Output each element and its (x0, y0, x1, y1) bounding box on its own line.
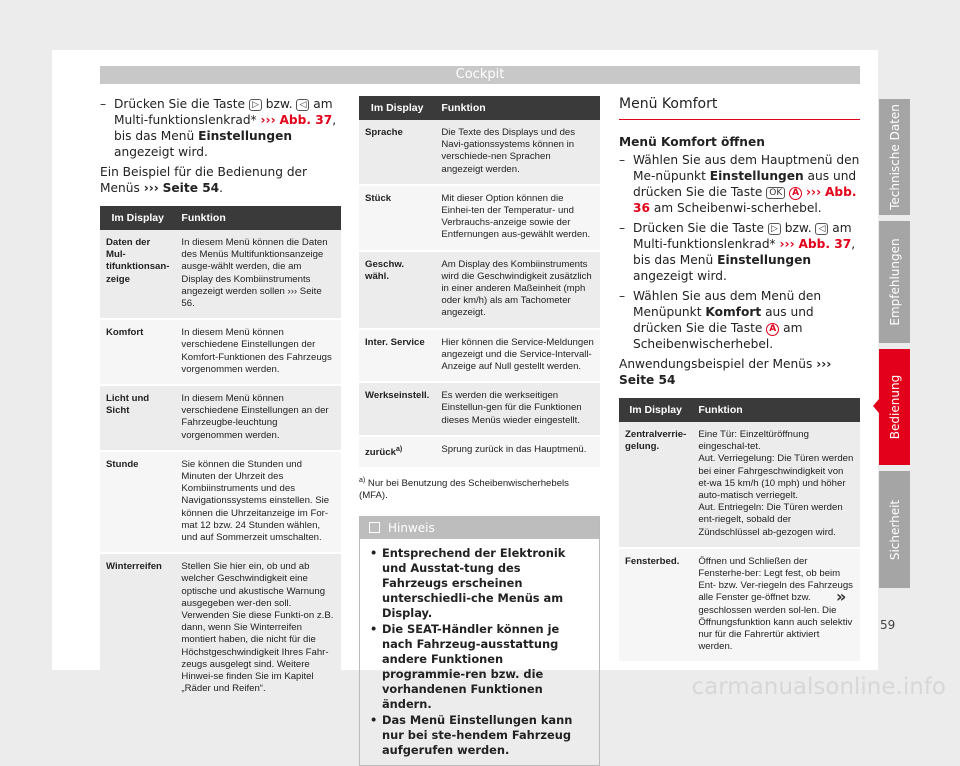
note-icon (369, 522, 380, 533)
menu-function-table (619, 398, 860, 661)
paragraph-text: Anwendungsbeispiel der Menüs (619, 357, 813, 371)
function-description-cell: Sie können die Stunden und Minuten der Uhrzeit des Kombiinstruments und des Navigationssystems einstellen. Sie können die Uhrzeitanzeige im For-mat 12 bzw. 24 Stunden wählen, und auf Sommerzeit umschalten. (175, 451, 341, 553)
table-row (359, 382, 600, 436)
display-item-label: Inter. Service (365, 336, 425, 348)
function-description-cell: Stellen Sie hier ein, ob und ab welcher Geschwindigkeit eine optische und akustische Warnung ausgegeben wer-den soll. Verwenden Sie diese Funkti-on z.B. dann, wenn Sie Winterreifen montiert haben, die nicht für die Höchstgeschwindigkeit Ihres Fahr-zeugs ausgelegt sind. Weitere Hinwei-se finden Sie im Kapitel „Räder und Reifen“. (175, 553, 341, 703)
step-text: Drücken Sie die Taste (633, 221, 765, 235)
instruction-step (100, 96, 341, 160)
dash-marker: – (619, 153, 626, 167)
paragraph-end: . (219, 181, 224, 195)
page-reference-link[interactable]: Seite 54 (162, 181, 220, 195)
display-item-label: Komfort (106, 327, 144, 339)
right-arrow-key-icon: ▷ (249, 99, 262, 111)
menu-name: Einstellungen (198, 129, 293, 143)
side-tab-technische-daten[interactable] (879, 99, 910, 215)
menu-name: Einstellungen (717, 253, 812, 267)
table-row (359, 120, 600, 185)
column-left (100, 96, 341, 704)
dash-marker: – (619, 221, 626, 235)
body-paragraph (619, 356, 860, 388)
step-text: aus und drücken Sie die Taste (633, 169, 857, 199)
step-text: am Scheibenwischerhebel. (633, 321, 803, 351)
step-text: Wählen Sie aus dem Menü den Menüpunkt (633, 289, 822, 319)
display-item-label: Daten der Mul-tifunktionsan-zeige (106, 237, 170, 285)
step-text: aus und drücken Sie die Taste (633, 305, 814, 335)
display-item-label: Stück (365, 192, 392, 204)
button-a-icon: A (789, 187, 802, 200)
hint-text: Entsprechend der Elektronik und Ausstat-tung des Fahrzeugs erscheinen unterschiedli-che Menüs am Display. (382, 546, 566, 621)
table-row (359, 329, 600, 383)
column-header-display: Im Display (100, 206, 175, 230)
figure-reference-link[interactable]: Abb. 36 (633, 185, 857, 215)
menu-name: Einstellungen (709, 169, 804, 183)
step-text: Wählen Sie aus dem Hauptmenü den Me-nüpunkt (633, 153, 860, 183)
column-middle (359, 96, 600, 766)
display-item-label: Fensterbed. (625, 555, 680, 567)
button-a-icon: A (766, 323, 779, 336)
table-row (619, 548, 860, 662)
bullet-icon: • (370, 622, 378, 637)
watermark-text: carmanualsonline.info (691, 674, 946, 700)
menu-function-table (100, 206, 341, 704)
column-header-function: Funktion (692, 398, 860, 422)
menu-name: Komfort (705, 305, 762, 319)
display-item-cell (359, 382, 435, 436)
reference-arrow: ››› (816, 357, 832, 371)
step-text: angezeigt wird. (114, 145, 208, 159)
step-text: , bis das Menü (633, 237, 856, 267)
instruction-step (619, 152, 860, 216)
dash-marker: – (100, 97, 107, 111)
table-row (619, 422, 860, 548)
reference-arrow: ››› (260, 113, 276, 127)
step-text: Drücken Sie die Taste (114, 97, 246, 111)
table-row (100, 230, 341, 319)
reference-arrow: ››› (143, 181, 159, 195)
function-description-cell: Es werden die werkseitigen Einstellun-gen für die Funktionen dieses Menüs wieder eingestellt. (435, 382, 600, 436)
function-description-cell: Am Display des Kombiinstruments wird die Geschwindigkeit zusätzlich in einer anderen Maßeinheit (mph oder km/h) als am Tachometer angezeigt. (435, 251, 600, 329)
hint-title: Hinweis (388, 521, 435, 536)
step-text: bzw. (265, 97, 293, 111)
table-row (100, 385, 341, 451)
ok-key-icon: OK (766, 187, 785, 199)
page-number: 59 (880, 618, 896, 632)
side-tab-bedienung[interactable] (879, 349, 910, 465)
display-item-label: Winterreifen (106, 561, 162, 573)
left-arrow-key-icon: ◁ (815, 223, 828, 235)
hint-text: Die SEAT-Händler können je nach Fahrzeug-ausstattung andere Funktionen programmie-ren bzw. die vorhandenen Funktionen ändern. (382, 622, 560, 712)
hint-item (370, 713, 587, 758)
footnote (359, 475, 600, 502)
chapter-header: Cockpit (100, 66, 860, 84)
side-tab-sicherheit[interactable] (879, 471, 910, 588)
left-arrow-key-icon: ◁ (296, 99, 309, 111)
display-item-cell (359, 185, 435, 251)
right-arrow-key-icon: ▷ (768, 223, 781, 235)
subheading: Menü Komfort öffnen (619, 135, 765, 149)
function-description-cell: Sprung zurück in das Hauptmenü. (435, 436, 600, 467)
menu-function-table (359, 96, 600, 467)
function-description-cell: Eine Tür: Einzeltüröffnung eingeschal-tet. Aut. Verriegelung: Die Türen werden bei einer Fahrgeschwindigkeit von et-wa 15 km/h (10 mph) und höher auto-matisch verriegelt. Aut. Entriegeln: Die Türen werden ent-riegelt, sobald der Zündschlüssel ab-gezogen wird. (692, 422, 860, 548)
table-row (100, 553, 341, 703)
display-item-cell (359, 120, 435, 185)
table-row (359, 436, 600, 467)
display-item-label: Stunde (106, 458, 139, 470)
paragraph-text: Ein Beispiel für die Bedienung der Menüs (100, 165, 308, 195)
active-tab-notch (873, 399, 879, 413)
body-paragraph (100, 164, 341, 196)
display-item-cell (100, 553, 175, 703)
display-item-cell (100, 385, 175, 451)
reference-arrow: ››› (806, 185, 822, 199)
table-row (100, 451, 341, 553)
column-header-display: Im Display (619, 398, 692, 422)
step-text: am Scheibenwi-scherhebel. (653, 201, 822, 215)
function-description-cell: In diesem Menü können verschiedene Einstellungen der Komfort-Funktionen des Fahrzeugs vorgenommen werden. (175, 319, 341, 385)
side-tab-label: Empfehlungen (887, 238, 902, 326)
display-item-cell (619, 548, 692, 662)
display-item-label: Zentralverrie-gelung. (625, 429, 687, 453)
reference-arrow: ››› (779, 237, 795, 251)
step-text: am Multi-funktionslenkrad* (114, 97, 333, 127)
column-header-function: Funktion (435, 96, 600, 120)
display-item-label: zurück (365, 447, 396, 459)
footnote-mark: a) (359, 477, 366, 485)
side-tab-label: Technische Daten (887, 104, 902, 210)
hint-item (370, 622, 587, 712)
display-item-cell (100, 451, 175, 553)
column-header-display: Im Display (359, 96, 435, 120)
section-title: Menü Komfort (619, 96, 860, 120)
figure-reference-link[interactable]: Abb. 37 (279, 113, 333, 127)
dash-marker: – (619, 289, 626, 303)
page-reference-link[interactable]: Seite 54 (619, 373, 676, 387)
column-header-function: Funktion (175, 206, 341, 230)
display-item-label: Werkseinstell. (365, 390, 430, 402)
table-row (359, 185, 600, 251)
display-item-cell (359, 436, 435, 467)
figure-reference-link[interactable]: Abb. 37 (798, 237, 852, 251)
function-description-cell: Öffnen und Schließen der Fensterhe-ber: Legt fest, ob beim Ent- bzw. Ver-riegeln des Fahrzeugs alle Fenster ge-öffnet bzw. geschlossen werden sol-len. Die Öffnungsfunktion kann auch selektiv nur für die Fahrertür aktiviert werden. (692, 548, 860, 662)
column-right (619, 96, 860, 661)
hint-box (359, 516, 600, 766)
step-text: , bis das Menü (114, 113, 337, 143)
display-item-cell (619, 422, 692, 548)
display-item-cell (359, 329, 435, 383)
hint-body (360, 539, 599, 765)
step-text: bzw. (784, 221, 812, 235)
footnote-mark: a) (395, 445, 403, 453)
display-item-label: Geschw. wähl. (365, 258, 405, 282)
footnote-text: Nur bei Benutzung des Scheibenwischerhebels (MFA). (359, 478, 569, 502)
function-description-cell: Hier können die Service-Meldungen angezeigt und die Service-Intervall-Anzeige auf Null gestellt werden. (435, 329, 600, 383)
function-description-cell: In diesem Menü können die Daten des Menüs Multifunktionsanzeige ausge-wählt werden, die am Display des Kombiinstruments angezeigt werden sollen ››› Seite 56. (175, 230, 341, 319)
bullet-icon: • (370, 713, 378, 728)
display-item-label: Sprache (365, 127, 403, 138)
hint-item (370, 546, 587, 621)
hint-header (360, 517, 599, 539)
hint-text: Das Menü Einstellungen kann nur bei ste-hendem Fahrzeug aufgerufen werden. (382, 713, 573, 758)
display-item-cell (100, 230, 175, 319)
table-row (100, 319, 341, 385)
instruction-step (619, 288, 860, 352)
continue-arrow-icon: » (836, 587, 847, 606)
step-text: angezeigt wird. (633, 269, 727, 283)
side-tab-label: Sicherheit (887, 499, 902, 560)
function-description-cell: In diesem Menü können verschiedene Einstellungen an der Fahrzeugbe-leuchtung vorgenommen werden. (175, 385, 341, 451)
display-item-cell (359, 251, 435, 329)
side-tab-label: Bedienung (887, 374, 902, 440)
function-description-cell: Die Texte des Displays und des Navi-gationssystems können in verschiede-nen Sprachen angezeigt werden. (435, 120, 600, 185)
bullet-icon: • (370, 546, 378, 561)
table-row (359, 251, 600, 329)
side-tab-empfehlungen[interactable] (879, 221, 910, 343)
display-item-label: Licht und Sicht (106, 393, 150, 417)
instruction-step (619, 220, 860, 284)
display-item-cell (100, 319, 175, 385)
function-description-cell: Mit dieser Option können die Einhei-ten der Temperatur- und Verbrauchs-anzeige sowie der Entfernungen aus-gewählt werden. (435, 185, 600, 251)
step-text: am Multi-funktionslenkrad* (633, 221, 852, 251)
